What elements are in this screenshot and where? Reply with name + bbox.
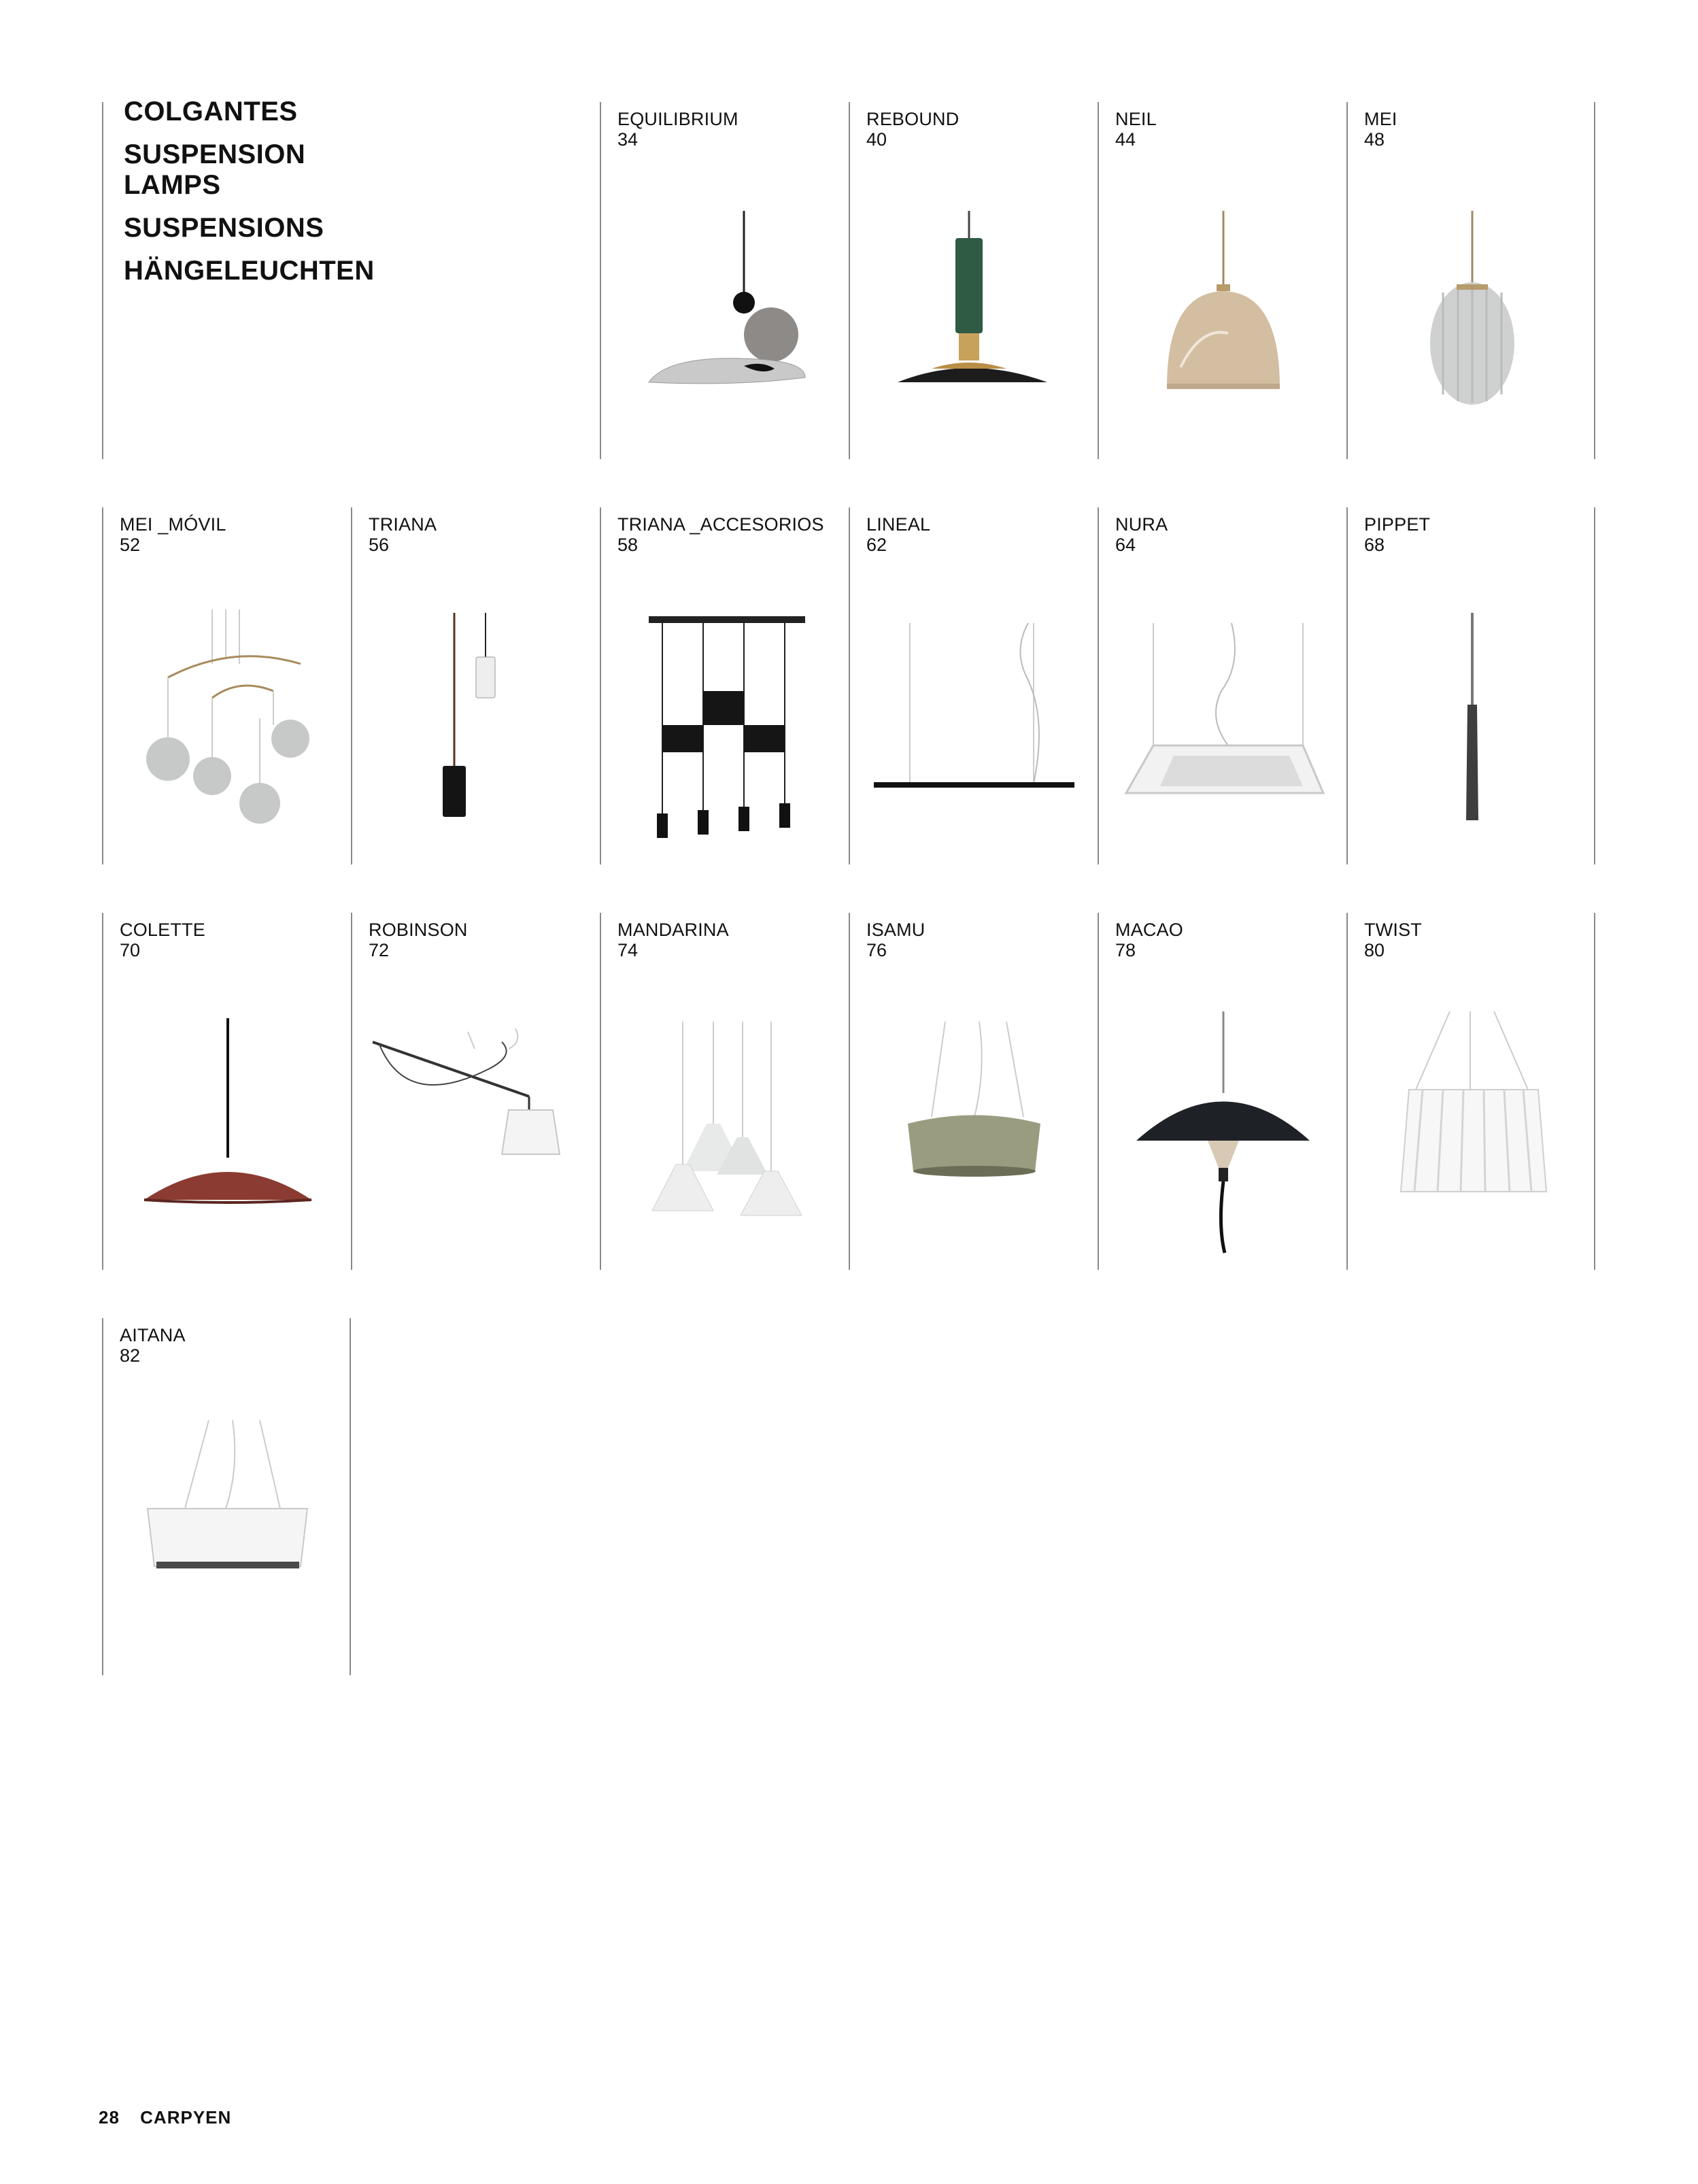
product-cell-aitana[interactable] — [102, 1318, 351, 1675]
product-name: NURA — [1115, 514, 1168, 535]
triana-accesorios-lamp-icon — [601, 596, 850, 854]
pippet-lamp-icon — [1348, 596, 1597, 854]
robinson-lamp-icon — [352, 1001, 601, 1260]
page-number: 28 — [99, 2107, 120, 2128]
product-cell-mei-movil[interactable] — [102, 507, 351, 864]
title-hangeleuchten: HÄNGELEUCHTEN — [124, 256, 375, 286]
product-name: COLETTE — [120, 920, 205, 940]
product-page: 70 — [120, 940, 141, 960]
product-name: TRIANA _ACCESORIOS — [617, 514, 824, 535]
product-cell-triana-accesorios[interactable] — [600, 507, 849, 864]
rebound-lamp-icon — [850, 190, 1099, 449]
product-page: 40 — [866, 129, 887, 150]
product-page: 34 — [617, 129, 639, 150]
product-cell-lineal[interactable] — [849, 507, 1098, 864]
product-name: AITANA — [120, 1325, 186, 1345]
product-cell-equilibrium[interactable] — [600, 102, 849, 459]
product-cell-neil[interactable] — [1098, 102, 1346, 459]
product-page: 80 — [1364, 940, 1385, 960]
mandarina-lamp-icon — [601, 1001, 850, 1260]
product-page: 74 — [617, 940, 639, 960]
product-cell-mandarina[interactable] — [600, 913, 849, 1270]
page-footer — [99, 2107, 246, 2128]
twist-lamp-icon — [1348, 1001, 1597, 1260]
product-cell-triana[interactable] — [351, 507, 600, 864]
product-name: TRIANA — [369, 514, 437, 535]
product-cell-macao[interactable] — [1098, 913, 1346, 1270]
colette-lamp-icon — [103, 1001, 352, 1260]
product-name: MEI — [1364, 109, 1397, 129]
section-titles — [103, 97, 375, 286]
product-cell-rebound[interactable] — [849, 102, 1098, 459]
product-cell-twist[interactable] — [1346, 913, 1595, 1270]
product-cell-nura[interactable] — [1098, 507, 1346, 864]
product-name: MACAO — [1115, 920, 1184, 940]
title-suspensions: SUSPENSIONS — [124, 213, 324, 243]
equilibrium-lamp-icon — [601, 190, 850, 449]
product-page: 78 — [1115, 940, 1136, 960]
isamu-lamp-icon — [850, 1001, 1099, 1260]
product-cell-mei[interactable] — [1346, 102, 1595, 459]
product-page: 72 — [369, 940, 390, 960]
product-name: PIPPET — [1364, 514, 1431, 535]
product-name: NEIL — [1115, 109, 1157, 129]
product-name: MEI _MÓVIL — [120, 514, 226, 535]
lineal-lamp-icon — [850, 596, 1099, 854]
product-page: 64 — [1115, 535, 1136, 555]
product-cell-pippet[interactable] — [1346, 507, 1595, 864]
mei-lamp-icon — [1348, 190, 1597, 449]
product-name: REBOUND — [866, 109, 960, 129]
title-cell — [102, 97, 600, 459]
neil-lamp-icon — [1099, 190, 1348, 449]
product-name: ISAMU — [866, 920, 926, 940]
product-page: 82 — [120, 1345, 141, 1366]
aitana-lamp-icon — [103, 1407, 352, 1665]
product-name: LINEAL — [866, 514, 931, 535]
product-page: 44 — [1115, 129, 1136, 150]
triana-lamp-icon — [352, 596, 601, 854]
product-cell-robinson[interactable] — [351, 913, 600, 1270]
product-page: 62 — [866, 535, 887, 555]
product-name: TWIST — [1364, 920, 1422, 940]
title-suspension-lamps: SUSPENSION LAMPS — [124, 139, 306, 200]
product-page: 56 — [369, 535, 390, 555]
brand-name: CARPYEN — [140, 2107, 232, 2128]
title-colgantes: COLGANTES — [124, 97, 298, 127]
product-name: MANDARINA — [617, 920, 729, 940]
product-name: EQUILIBRIUM — [617, 109, 738, 129]
product-page: 76 — [866, 940, 887, 960]
nura-lamp-icon — [1099, 596, 1348, 854]
product-page: 48 — [1364, 129, 1385, 150]
mei-movil-lamp-icon — [103, 596, 352, 854]
product-cell-isamu[interactable] — [849, 913, 1098, 1270]
macao-lamp-icon — [1099, 1001, 1348, 1260]
product-name: ROBINSON — [369, 920, 468, 940]
product-page: 68 — [1364, 535, 1385, 555]
product-page: 52 — [120, 535, 141, 555]
product-cell-colette[interactable] — [102, 913, 351, 1270]
product-page: 58 — [617, 535, 639, 555]
